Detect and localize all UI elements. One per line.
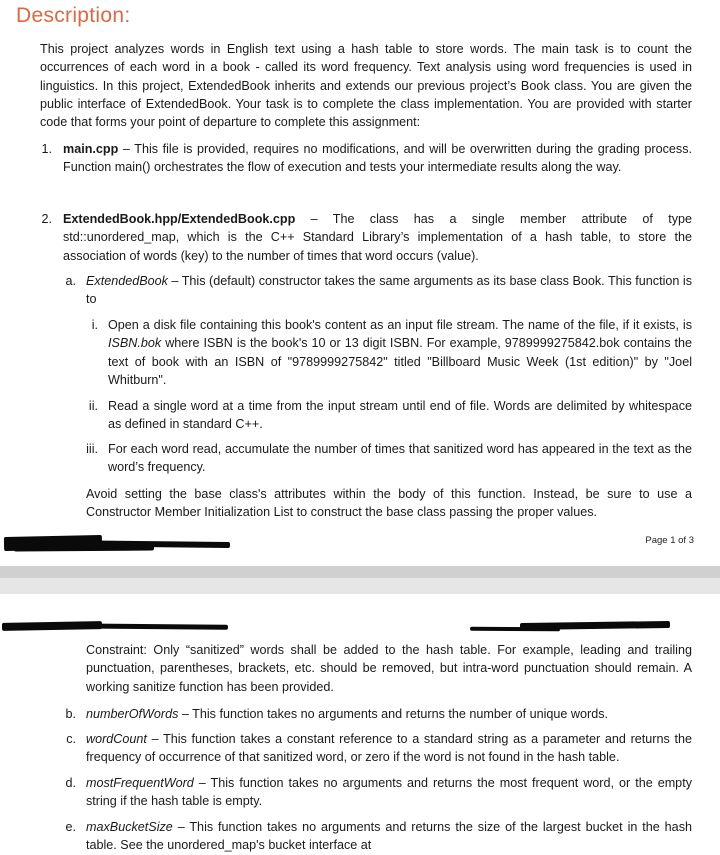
sub-a-paragraph bbox=[86, 272, 692, 309]
item-2-text: – The class has a single member attribute of type std::unordered_map, which is the C++ Standard Library’s implementation of a hash table, to store the association of words (key) to the number of times that word occurs (value). bbox=[63, 212, 692, 263]
sub-e-letter: e. bbox=[65, 820, 76, 834]
item-2-title: ExtendedBook.hpp/ExtendedBook.cpp bbox=[63, 212, 296, 226]
item-1-number: 1. bbox=[41, 142, 52, 156]
roman-i-paragraph bbox=[108, 316, 692, 389]
roman-ii-paragraph: Read a single word at a time from the input stream until end of file. Words are delimited by whitespace as defined in standard C++. bbox=[108, 399, 692, 432]
item-2-paragraph bbox=[63, 210, 692, 265]
isbn-filename: ISBN.bok bbox=[108, 336, 162, 351]
sub-c-letter: c. bbox=[66, 732, 76, 746]
constraint-paragraph: Constraint: Only “sanitized” words shall be added to the hash table. For example, leading and trailing punctuation, parentheses, brackets, etc. should be removed, but intra-word punctuation should remain. A working sanitize function has been provided. bbox=[86, 643, 692, 694]
item-1-paragraph bbox=[63, 140, 692, 177]
sub-d-letter: d. bbox=[65, 776, 76, 790]
sub-d-paragraph bbox=[86, 774, 692, 811]
sub-c-name: wordCount bbox=[86, 732, 147, 746]
item-2-number: 2. bbox=[41, 212, 52, 226]
sub-d-text: – This function takes no arguments and returns the most frequent word, or the empty string if the hash table is empty. bbox=[86, 776, 692, 809]
roman-ii-number: ii. bbox=[88, 399, 98, 413]
page-separator-inner bbox=[0, 578, 720, 594]
roman-iii-paragraph: For each word read, accumulate the number of times that sanitized word has appeared in the text as the word’s frequency. bbox=[108, 442, 692, 475]
sub-e-text: – This function takes no arguments and returns the size of the largest bucket in the hash table. See the unordered_map's bucket interface at bbox=[86, 820, 692, 853]
sub-b-text: – This function takes no arguments and returns the number of unique words. bbox=[178, 707, 608, 721]
item-1-text: – This file is provided, requires no modifications, and will be overwritten during the grading process. Function main() orchestrates the flow of execution and tests your intermediate results along the way. bbox=[63, 142, 692, 175]
sub-c-text: – This function takes a constant reference to a standard string as a parameter and returns the frequency of occurrence of that sanitized word, or zero if the word is not found in the hash table. bbox=[86, 732, 692, 765]
page-footer: Page 1 of 3 bbox=[645, 535, 694, 546]
roman-iii-number: iii. bbox=[86, 442, 98, 456]
item-1-title: main.cpp bbox=[63, 142, 119, 156]
sub-e-name: maxBucketSize bbox=[86, 820, 173, 834]
roman-i-text-1: Open a disk file containing this book's content as an input file stream. The name of the file, if it exists, is bbox=[108, 318, 692, 332]
page-2 bbox=[0, 594, 720, 854]
sub-a-name: ExtendedBook bbox=[86, 274, 168, 288]
sub-d-name: mostFrequentWord bbox=[86, 776, 194, 790]
redaction-mark bbox=[470, 627, 560, 632]
sub-a-letter: a. bbox=[65, 274, 76, 288]
redaction-mark bbox=[14, 546, 154, 552]
roman-i-text-2: where ISBN is the book's 10 or 13 digit ISBN. For example, 9789999275842.bok contains the text of book with an ISBN of "9789999275842" titled "Billboard Music Week (1st edition)" by "Joel Whitburn". bbox=[108, 336, 692, 387]
avoid-paragraph: Avoid setting the base class's attributes within the body of this function. Instead, be sure to use a Constructor Member Initialization List to construct the base class passing the proper values. bbox=[86, 487, 692, 520]
sub-b-name: numberOfWords bbox=[86, 707, 179, 721]
intro-paragraph: This project analyzes words in English text using a hash table to store words. The main task is to count the occurrences of each word in a book - called its word frequency. Text analysis using word frequencies is used in linguistics. In this project, ExtendedBook inherits and extends our previous project’s Book class. You are given the public interface of ExtendedBook. Your task is to complete the class implementation. You are provided with starter code that forms your point of departure to complete this assignment: bbox=[40, 42, 692, 130]
sub-e-paragraph bbox=[86, 818, 692, 855]
sub-c-paragraph bbox=[86, 730, 692, 767]
sub-a-text: – This (default) constructor takes the same arguments as its base class Book. This function is to bbox=[86, 274, 692, 307]
sub-b-letter: b. bbox=[65, 707, 76, 721]
section-heading: Description: bbox=[16, 4, 131, 27]
sub-b-paragraph bbox=[86, 705, 692, 723]
roman-i-number: i. bbox=[91, 318, 98, 332]
